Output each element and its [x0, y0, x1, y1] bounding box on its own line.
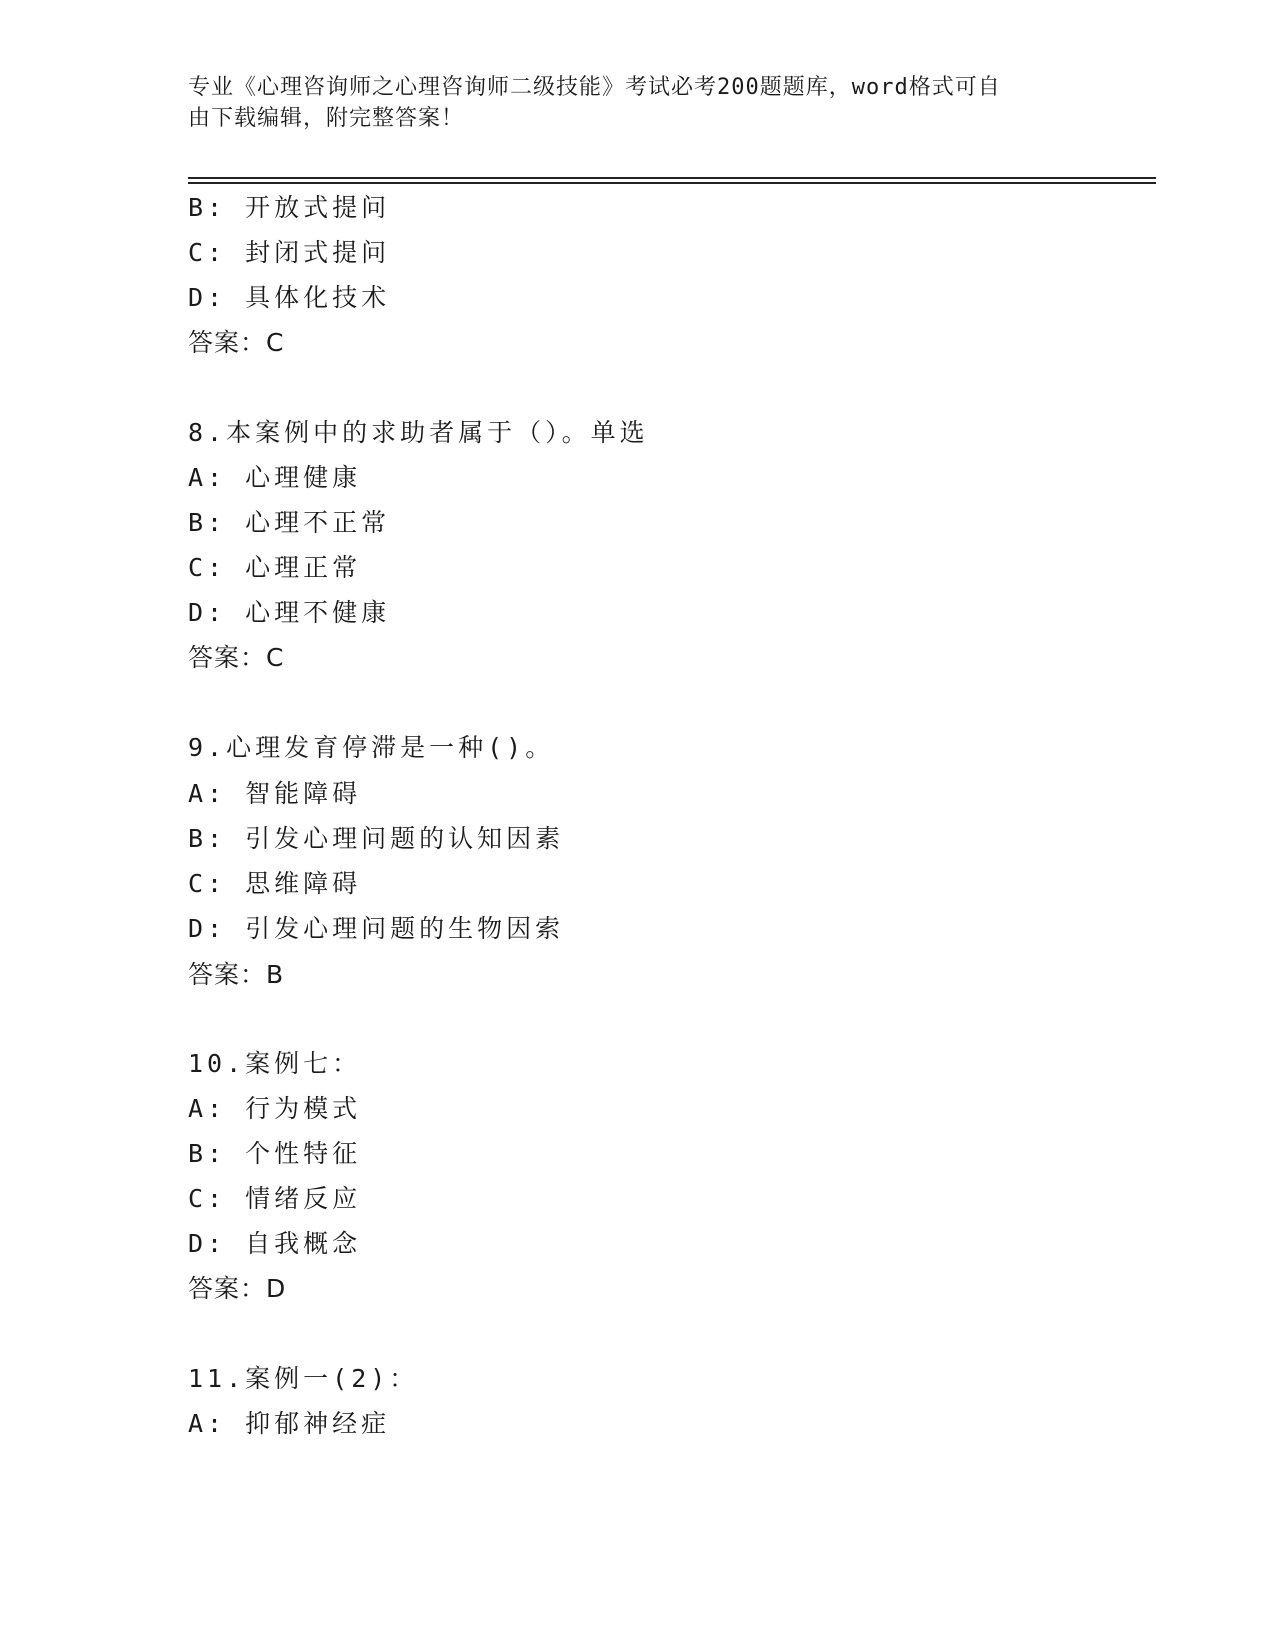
header-divider-bottom: [188, 182, 1156, 184]
q7-answer: 答案：C: [188, 328, 285, 357]
q11-question: 11.案例一(2)：: [188, 1364, 419, 1393]
q10-answer: 答案：D: [188, 1274, 287, 1303]
q10-option-a: A: 行为模式: [188, 1094, 362, 1123]
header-line-2: 由下载编辑，附完整答案！: [188, 106, 465, 131]
q9-answer: 答案：B: [188, 960, 285, 989]
q9-question: 9.心理发育停滞是一种()。: [188, 733, 555, 762]
q8-option-b: B: 心理不正常: [188, 508, 391, 537]
q8-option-a: A: 心理健康: [188, 463, 362, 492]
q9-option-d: D: 引发心理问题的生物因索: [188, 914, 565, 943]
q8-option-c: C: 心理正常: [188, 553, 362, 582]
q8-answer: 答案：C: [188, 643, 285, 672]
q8-option-d: D: 心理不健康: [188, 598, 391, 627]
q9-option-b: B: 引发心理问题的认知因素: [188, 824, 565, 853]
q9-option-c: C: 思维障碍: [188, 869, 362, 898]
q11-option-a: A: 抑郁神经症: [188, 1409, 391, 1438]
q7-option-c: C: 封闭式提问: [188, 238, 391, 267]
q10-option-b: B: 个性特征: [188, 1139, 362, 1168]
header-divider-top: [188, 177, 1156, 179]
q10-option-d: D: 自我概念: [188, 1229, 362, 1258]
q10-question: 10.案例七：: [188, 1049, 362, 1078]
document-header: [188, 72, 1068, 134]
q8-question: 8.本案例中的求助者属于（）。单选: [188, 418, 649, 447]
q10-option-c: C: 情绪反应: [188, 1184, 362, 1213]
q9-option-a: A: 智能障碍: [188, 779, 362, 808]
header-line-1: 专业《心理咨询师之心理咨询师二级技能》考试必考200题题库，word格式可自: [188, 75, 1001, 100]
q7-option-d: D: 具体化技术: [188, 283, 391, 312]
q7-option-b: B: 开放式提问: [188, 193, 391, 222]
